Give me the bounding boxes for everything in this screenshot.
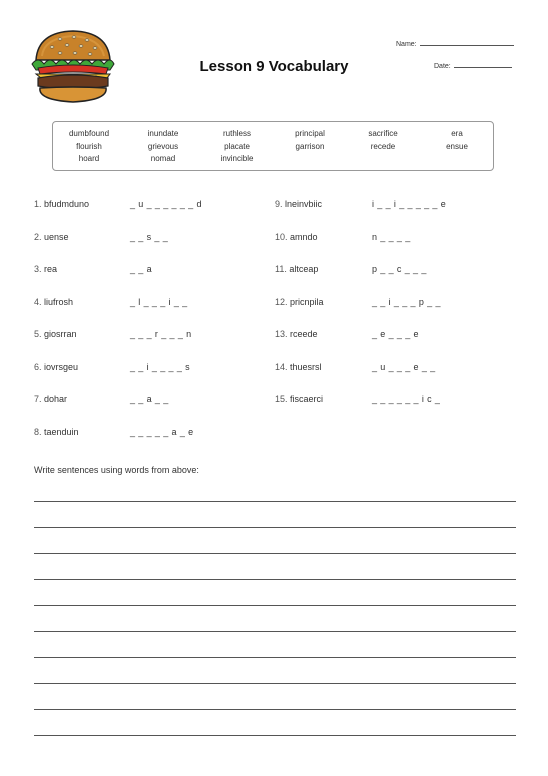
writing-line[interactable]: [34, 631, 516, 632]
writing-line[interactable]: [34, 527, 516, 528]
word-bank-item: sacrifice: [368, 129, 398, 138]
question-number: 10.: [275, 232, 288, 242]
answer-hint: _ _ i _ _ _ p _ _: [372, 297, 441, 307]
question-item: [34, 232, 69, 242]
word-bank-item: ensue: [446, 142, 468, 151]
word-bank-item: placate: [224, 142, 250, 151]
scrambled-word: iovrsgeu: [44, 362, 79, 372]
writing-line[interactable]: [34, 657, 516, 658]
scrambled-word: pricnpila: [290, 297, 324, 307]
sentence-instructions: Write sentences using words from above:: [34, 465, 199, 475]
answer-hint: _ e _ _ _ e: [372, 329, 419, 339]
scrambled-word: uense: [44, 232, 69, 242]
question-item: [275, 199, 322, 209]
page-title: Lesson 9 Vocabulary: [199, 58, 349, 75]
question-number: 11.: [275, 264, 287, 274]
question-number: 4.: [34, 297, 42, 307]
question-item: [34, 297, 73, 307]
answer-hint: n _ _ _ _: [372, 232, 411, 242]
question-number: 8.: [34, 427, 42, 437]
scrambled-word: bfudmduno: [44, 199, 90, 209]
name-line[interactable]: [420, 38, 514, 46]
word-bank-item: grievous: [147, 142, 179, 151]
word-bank-item: nomad: [150, 154, 176, 163]
scrambled-word: rea: [44, 264, 58, 274]
writing-line[interactable]: [34, 709, 516, 710]
answer-hint: _ _ _ r _ _ _ n: [130, 329, 192, 339]
word-bank-item: invincible: [220, 154, 254, 163]
name-field: [396, 38, 514, 48]
word-bank-item: flourish: [76, 142, 102, 151]
writing-line[interactable]: [34, 501, 516, 502]
answer-hint: _ _ i _ _ _ _ s: [130, 362, 191, 372]
answer-hint: _ u _ _ _ _ _ _ d: [130, 199, 202, 209]
word-bank-item: principal: [295, 129, 325, 138]
answer-hint: _ _ a: [130, 264, 153, 274]
question-number: 2.: [34, 232, 42, 242]
date-line[interactable]: [454, 60, 512, 68]
question-item: [34, 427, 79, 437]
question-number: 14.: [275, 362, 288, 372]
scrambled-word: amndo: [290, 232, 318, 242]
answer-hint: _ _ s _ _: [130, 232, 169, 242]
word-bank-item: dumbfound: [68, 129, 110, 138]
question-item: [34, 394, 67, 404]
question-number: 13.: [275, 329, 288, 339]
date-label: Date:: [434, 63, 451, 70]
scrambled-word: taenduin: [44, 427, 79, 437]
question-number: 5.: [34, 329, 42, 339]
writing-line[interactable]: [34, 735, 516, 736]
answer-hint: _ _ _ _ _ _ i c _: [372, 394, 441, 404]
date-field: [434, 60, 512, 70]
question-item: [34, 362, 78, 372]
question-number: 6.: [34, 362, 42, 372]
word-bank-item: recede: [370, 142, 396, 151]
scrambled-word: lneinvbiic: [285, 199, 323, 209]
writing-line[interactable]: [34, 683, 516, 684]
word-bank-item: hoard: [78, 154, 100, 163]
question-number: 1.: [34, 199, 42, 209]
writing-line[interactable]: [34, 579, 516, 580]
word-bank-item: era: [451, 129, 463, 138]
scrambled-word: giosrran: [44, 329, 77, 339]
question-item: [275, 329, 318, 339]
question-item: [275, 297, 324, 307]
scrambled-word: fiscaerci: [290, 394, 324, 404]
word-bank-item: ruthless: [222, 129, 251, 138]
question-number: 7.: [34, 394, 42, 404]
scrambled-word: rceede: [290, 329, 318, 339]
answer-hint: _ u _ _ _ e _ _: [372, 362, 436, 372]
question-item: [34, 329, 77, 339]
word-bank-item: garrison: [295, 142, 325, 151]
answer-hint: _ _ a _ _: [130, 394, 169, 404]
writing-line[interactable]: [34, 605, 516, 606]
scrambled-word: thuesrsl: [290, 362, 322, 372]
scrambled-word: liufrosh: [44, 297, 74, 307]
answer-hint: p _ _ c _ _ _: [372, 264, 427, 274]
writing-line[interactable]: [34, 553, 516, 554]
question-number: 12.: [275, 297, 288, 307]
question-item: [34, 264, 57, 274]
word-bank: [52, 121, 494, 171]
answer-hint: i _ _ i _ _ _ _ _ e: [372, 199, 447, 209]
question-item: [275, 264, 318, 274]
question-item: [275, 362, 322, 372]
answer-hint: _ l _ _ _ i _ _: [130, 297, 188, 307]
question-number: 3.: [34, 264, 42, 274]
name-label: Name:: [396, 41, 417, 48]
question-item: [275, 232, 318, 242]
scrambled-word: altceap: [289, 264, 319, 274]
word-bank-item: inundate: [147, 129, 179, 138]
question-item: [34, 199, 89, 209]
scrambled-word: dohar: [44, 394, 68, 404]
question-number: 15.: [275, 394, 288, 404]
answer-hint: _ _ _ _ _ a _ e: [130, 427, 194, 437]
question-item: [275, 394, 323, 404]
question-number: 9.: [275, 199, 283, 209]
